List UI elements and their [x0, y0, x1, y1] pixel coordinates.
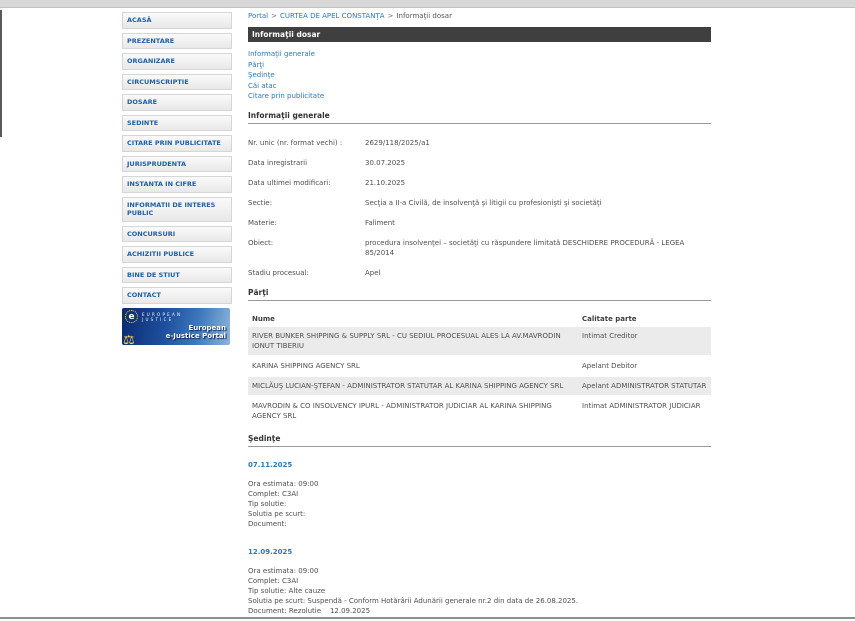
- session-item: [248, 529, 711, 616]
- top-bar: [0, 0, 855, 8]
- ejustice-caption-line2: J U S T I C E: [142, 316, 172, 322]
- sidebar-item-instanta-in-cifre[interactable]: INSTANTA IN CIFRE: [122, 176, 232, 193]
- info-row-materie: [248, 218, 711, 228]
- nav-link-informatii-generale[interactable]: Informaţii generale: [248, 50, 315, 58]
- ejustice-title-line1: European: [188, 323, 226, 332]
- info-value: Secţia a II-a Civilă, de insolvenţă şi litigii cu profesionişti şi societăţi: [365, 198, 602, 207]
- parties-header-row: [248, 311, 711, 327]
- sidebar-item-bine-de-stiut[interactable]: BINE DE STIUT: [122, 267, 232, 284]
- info-row-stadiu-procesual: [248, 268, 711, 278]
- info-row-nr-unic: [248, 138, 711, 148]
- sidebar: [122, 12, 232, 345]
- table-row: [248, 377, 711, 395]
- sidebar-item-acasa[interactable]: ACASĂ: [122, 12, 232, 29]
- info-label: Nr. unic (nr. format vechi) :: [248, 138, 343, 147]
- info-value: Faliment: [365, 218, 395, 227]
- sidebar-item-organizare[interactable]: ORGANIZARE: [122, 53, 232, 70]
- table-row: [248, 397, 711, 425]
- scales-icon: ⚖: [123, 332, 135, 345]
- breadcrumb-court-link[interactable]: CURTEA DE APEL CONSTANŢA: [280, 12, 385, 20]
- sidebar-item-concursuri[interactable]: CONCURSURI: [122, 226, 232, 243]
- session-date-link[interactable]: 12.09.2025: [248, 547, 293, 556]
- sidebar-item-dosare[interactable]: DOSARE: [122, 94, 232, 111]
- party-name: RIVER BUNKER SHIPPING & SUPPLY SRL - CU SEDIUL PROCESUAL ALES LA AV.MAVRODIN IONUT TIBERIU: [252, 331, 561, 350]
- info-label: Obiect:: [248, 238, 274, 247]
- session-complet: Complet: C3AI: [248, 576, 299, 585]
- sidebar-item-jurisprudenta[interactable]: JURISPRUDENTA: [122, 156, 232, 173]
- ejustice-caption-line1: E U R O P E A N: [142, 311, 181, 317]
- nav-link-citare-prin-publicitate[interactable]: Citare prin publicitate: [248, 92, 325, 100]
- party-role: Intimat ADMINISTRATOR JUDICIAR: [582, 401, 701, 410]
- general-info-heading: Informaţii generale: [248, 110, 330, 120]
- info-row-data-ultimei-modificari: [248, 178, 711, 188]
- breadcrumb-current: Informaţii dosar: [396, 12, 452, 20]
- sidebar-item-citare-prin-publicitate[interactable]: CITARE PRIN PUBLICITATE: [122, 135, 232, 152]
- session-item: [248, 447, 711, 529]
- session-solutia-pe-scurt: Solutia pe scurt:: [248, 509, 306, 518]
- ejustice-logo-icon: e: [125, 310, 138, 323]
- breadcrumb: [248, 12, 711, 20]
- party-name: KARINA SHIPPING AGENCY SRL: [252, 361, 360, 370]
- sessions-heading: Şedinţe: [248, 433, 281, 443]
- info-value: procedura insolvenţei – societăţi cu răspundere limitată DESCHIDERE PROCEDURĂ - LEGEA 85/2014: [365, 238, 685, 257]
- info-row-sectie: [248, 198, 711, 208]
- sidebar-item-circumscriptie[interactable]: CIRCUMSCRIPTIE: [122, 74, 232, 91]
- info-value: 21.10.2025: [365, 178, 406, 187]
- info-label: Data ultimei modificari:: [248, 178, 331, 187]
- info-value: 30.07.2025: [365, 158, 406, 167]
- section-divider: [248, 123, 711, 124]
- left-edge-line: [0, 10, 2, 137]
- section-divider: [248, 300, 711, 301]
- parties-table: [248, 311, 711, 425]
- sidebar-item-prezentare[interactable]: PREZENTARE: [122, 33, 232, 50]
- party-name: MAVRODIN & CO INSOLVENCY IPURL - ADMINISTRATOR JUDICIAR AL KARINA SHIPPING AGENCY SRL: [252, 401, 552, 420]
- parties-heading: Părţi: [248, 287, 269, 297]
- table-row: [248, 357, 711, 375]
- bottom-divider: [0, 617, 855, 619]
- sidebar-item-contact[interactable]: CONTACT: [122, 287, 232, 304]
- party-role: Intimat Creditor: [582, 331, 638, 340]
- general-info-table: [248, 138, 711, 278]
- session-solutia-pe-scurt: Solutia pe scurt: Suspendă - Conform Hotărârii Adunării generale nr.2 din data de 26.08.2025.: [248, 596, 579, 605]
- sessions-list: [248, 447, 711, 616]
- info-label: Stadiu procesual:: [248, 268, 309, 277]
- table-row: [248, 327, 711, 355]
- info-label: Sectie:: [248, 198, 272, 207]
- nav-link-parti[interactable]: Părţi: [248, 60, 265, 69]
- session-ora-estimata: Ora estimata: 09:00: [248, 479, 319, 488]
- nav-link-sedinte[interactable]: Şedinţe: [248, 71, 275, 79]
- info-label: Data inregistrarii: [248, 158, 308, 167]
- breadcrumb-portal-link[interactable]: Portal: [248, 12, 269, 20]
- page-title: Informaţii dosar: [248, 27, 711, 42]
- column-header-nume: Nume: [252, 314, 275, 323]
- session-ora-estimata: Ora estimata: 09:00: [248, 566, 319, 575]
- session-document: Document:: [248, 519, 287, 528]
- main-content: [248, 12, 711, 616]
- info-label: Materie:: [248, 218, 277, 227]
- info-row-data-inregistrarii: [248, 158, 711, 168]
- sidebar-item-informatii-de-interes-public[interactable]: INFORMATII DE INTERES PUBLIC: [122, 197, 232, 222]
- party-name: MICLĂUŞ LUCIAN-ŞTEFAN - ADMINISTRATOR STATUTAR AL KARINA SHIPPING AGENCY SRL: [252, 381, 564, 390]
- session-tip-solutie: Tip solutie: Alte cauze: [248, 586, 326, 595]
- ejustice-logo-caption: [142, 312, 180, 322]
- dossier-section-nav: [248, 49, 711, 102]
- session-complet: Complet: C3AI: [248, 489, 299, 498]
- session-date-link[interactable]: 07.11.2025: [248, 460, 293, 469]
- nav-link-cai-atac[interactable]: Căi atac: [248, 81, 277, 90]
- session-tip-solutie: Tip solutie:: [248, 499, 287, 508]
- ejustice-banner-title: [166, 324, 226, 341]
- session-document: Document: Rezolutie 12.09.2025: [248, 606, 371, 615]
- sidebar-item-sedinte[interactable]: SEDINTE: [122, 115, 232, 132]
- column-header-calitate-parte: Calitate parte: [582, 314, 637, 323]
- party-role: Apelant ADMINISTRATOR STATUTAR: [582, 381, 707, 390]
- info-row-obiect: [248, 238, 711, 258]
- sidebar-item-achizitii-publice[interactable]: ACHIZITII PUBLICE: [122, 246, 232, 263]
- ejustice-portal-banner[interactable]: [122, 308, 230, 345]
- info-value: 2629/118/2025/a1: [365, 138, 430, 147]
- breadcrumb-separator: >: [271, 12, 277, 20]
- party-role: Apelant Debitor: [582, 361, 638, 370]
- ejustice-title-line2: e-Justice Portal: [165, 332, 226, 340]
- breadcrumb-separator: >: [387, 12, 394, 20]
- info-value: Apel: [365, 268, 381, 277]
